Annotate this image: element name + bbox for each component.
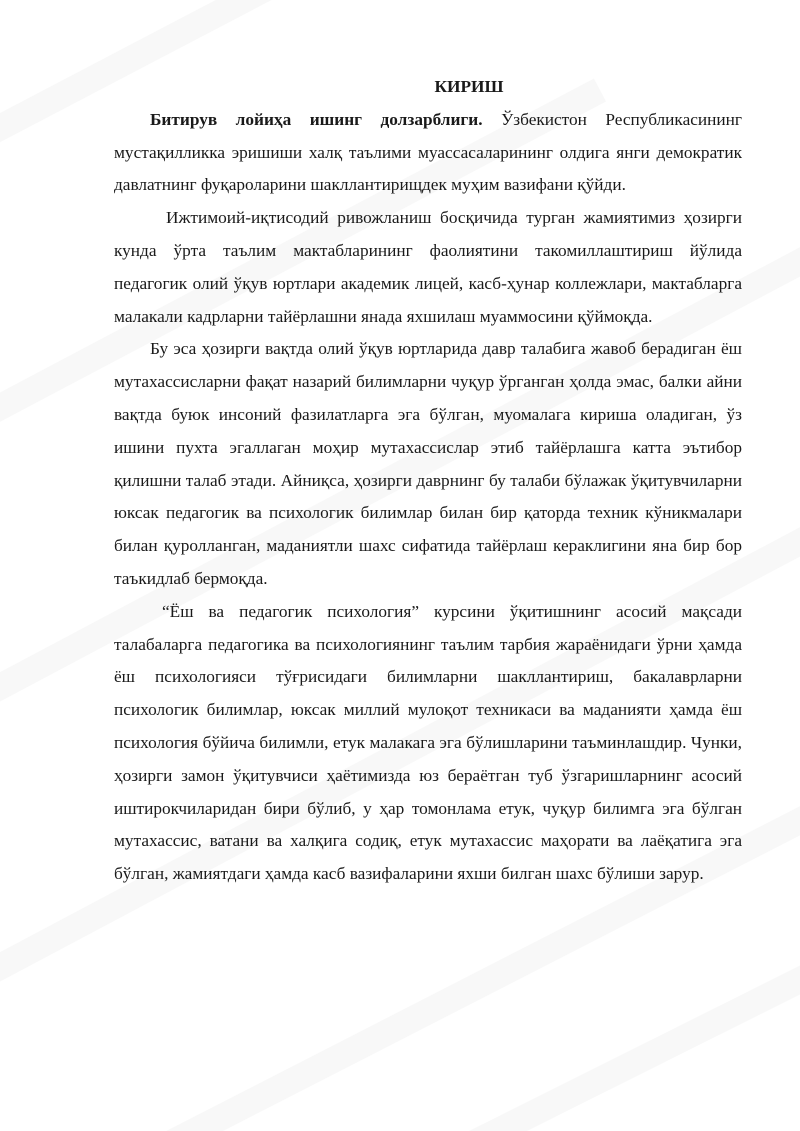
paragraph-text: “Ёш ва педагогик психология” курсини ўқитишнинг асосий мақсади талабаларга педагогика ва психологиянинг таълим тарбия жараёнидаги ўрни ҳамда ёш психологияси тўғрисидаги билимларни шакллантириш, бакалаврларни психологик билимлар, юксак миллий мулоқот техникаси ва маданияти ҳамда ёш психология бўйича билимли, етук малакага эга бўлишларини таъминлашдир. Чунки, ҳозирги замон ўқитувчиси ҳаётимизда юз бераётган туб ўзгаришларнинг асосий иштирокчиларидан бири бўлиб, у ҳар томонлама етук, чуқур билимга эга бўлган мутахассис, ватани ва халқига содиқ, етук мутахассис маҳорати ва лаёқатига эга бўлган, жамиятдаги ҳамда касб вазифаларини яхши билган шахс бўлиши зарур.: [114, 601, 742, 884]
paragraph-lead: Битирув лойиҳа ишинг долзарблиги.: [150, 109, 483, 129]
document-title: КИРИШ: [434, 77, 504, 96]
paragraph-socioeconomic: [114, 202, 742, 333]
paragraph-course-goal: [114, 596, 742, 891]
paragraph-training: [114, 333, 742, 595]
paragraph-text: Ижтимоий-иқтисодий ривожланиш босқичида турган жамиятимиз ҳозирги кунда ўрта таълим мактабларининг фаолиятини такомиллаштириш йўлида педагогик олий ўқув юртлари академик лицей, касб-ҳунар коллежлари, мактабларга малакали кадрларни тайёрлашни янада яхшилаш муаммосини қўймоқда.: [114, 208, 742, 326]
paragraph-relevance: [114, 104, 742, 202]
paragraph-text: Ўзбекистон Республикасининг мустақилликка эришиши халқ таълими муассасаларининг олдига янги демократик давлатнинг фуқароларини шакллантирищдек муҳим вазифани қўйди.: [114, 109, 742, 195]
document-body: [114, 71, 742, 891]
paragraph-text: Бу эса ҳозирги вақтда олий ўқув юртларида давр талабига жавоб берадиган ёш мутахассисларни фақат назарий билимларни чуқур ўрганган ҳолда эмас, балки айни вақтда буюк инсоний фазилатларга эга бўлган, муомалага кириша оладиган, ўз ишини пухта эгаллаган моҳир мутахассислар этиб тайёрлашга катта эътибор қилишни талаб этади. Айниқса, ҳозирги даврнинг бу талаби бўлажак ўқитувчиларни юксак педагогик ва психологик билимлар билан бир қаторда техник кўникмалари билан қуролланган, маданиятли шахс сифатида тайёрлаш кераклигини яна бир бор таъкидлаб бермоқда.: [114, 339, 742, 588]
